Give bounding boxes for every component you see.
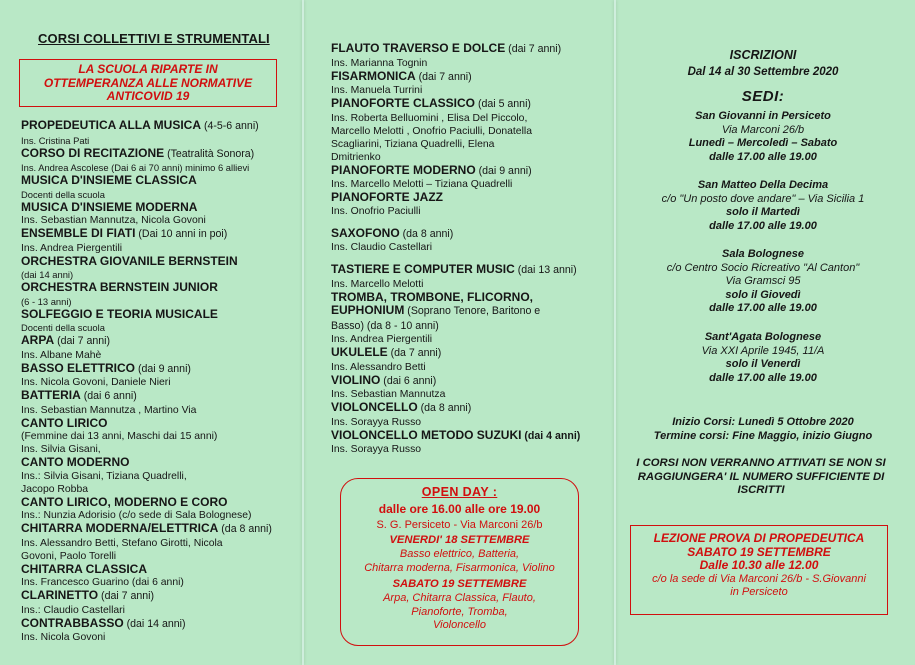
course-name: ARPA <box>21 333 55 347</box>
course-name: TROMBA, TROMBONE, FLICORNO, EUPHONIUM <box>331 289 533 317</box>
site-name: San Giovanni in Persiceto <box>695 110 831 122</box>
course-heading <box>21 417 301 431</box>
course-teacher: Ins.: Silvia Gisani, Tiziana Quadrelli, Jacopo Robba <box>21 470 187 495</box>
site-hours: dalle 17.00 alle 19.00 <box>709 219 817 232</box>
course-teacher: Docenti della scuola <box>21 188 105 200</box>
site-block <box>617 248 909 316</box>
course-name: FISARMONICA <box>331 68 416 83</box>
course-teacher: (6 - 13 anni) <box>21 295 72 307</box>
course-teacher: Ins. Sebastian Mannutza <box>331 389 446 400</box>
course-heading <box>21 496 301 510</box>
course-heading <box>331 291 611 334</box>
course-heading <box>21 147 301 162</box>
courses-title: CORSI COLLETTIVI E STRUMENTALI <box>38 31 270 46</box>
course-age: (dai 9 anni) <box>135 362 191 375</box>
course-teacher: Ins. Sorayya Russo <box>331 444 422 455</box>
open-day-place: S. G. Persiceto - Via Marconi 26/b <box>376 519 543 531</box>
open-day-title: OPEN DAY : <box>421 485 498 499</box>
course-teacher: Ins. Francesco Guarino (dai 6 anni) <box>21 577 184 588</box>
course-heading <box>21 174 301 188</box>
course-name: CORSO DI RECITAZIONE <box>21 145 165 160</box>
course-age: (dai 5 anni) <box>475 98 531 110</box>
course-teacher: Ins. Manuela Turrini <box>331 85 423 96</box>
iscrizioni-dates: Dal 14 al 30 Settembre 2020 <box>687 66 839 78</box>
iscrizioni-title: ISCRIZIONI <box>729 48 797 62</box>
site-name: San Matteo Della Decima <box>697 179 829 191</box>
course-heading <box>21 255 301 269</box>
course-heading <box>331 42 611 57</box>
course-name: PIANOFORTE JAZZ <box>331 190 444 204</box>
course-heading <box>21 227 301 242</box>
course-age: (da 7 anni) <box>387 347 442 359</box>
trial-lesson-time: Dalle 10.30 alle 12.00 <box>699 558 819 572</box>
site-name: Sala Bolognese <box>722 248 804 260</box>
course-start: Inizio Corsi: Lunedì 5 Ottobre 2020 <box>672 416 854 428</box>
course-age: (4-5-6 anni) <box>201 120 259 132</box>
site-hours: dalle 17.00 alle 19.00 <box>709 302 817 314</box>
fold-line <box>614 0 616 665</box>
site-hours: dalle 17.00 alle 19.00 <box>709 150 817 163</box>
open-day-hours: dalle ore 16.00 alle ore 19.00 <box>378 502 541 516</box>
course-teacher: Ins. Sorayya Russo <box>331 416 422 428</box>
open-day-box <box>340 478 579 646</box>
trial-lesson-box <box>630 525 888 615</box>
course-teacher: Ins. Alessandro Betti <box>331 361 426 373</box>
course-age: (dai 13 anni) <box>514 264 577 276</box>
course-teacher: Ins. Roberta Belluomini , Elisa Del Piccolo, Marcello Melotti , Onofrio Paciulli, Donatella Scagliarini, Tiziana Quadrelli, Elena Dmitrienko <box>331 112 532 163</box>
course-heading <box>331 263 611 278</box>
course-heading <box>331 70 611 85</box>
course-teacher: Ins. Nicola Govoni <box>21 632 106 643</box>
fold-line <box>302 0 304 665</box>
course-name: CHITARRA CLASSICA <box>21 561 147 576</box>
course-name: SAXOFONO <box>331 225 400 240</box>
course-name: CANTO MODERNO <box>21 455 130 469</box>
course-age: (dai 6 anni) <box>380 374 437 387</box>
course-age: (dai 14 anni) <box>123 617 186 630</box>
course-name: CANTO LIRICO <box>21 415 108 430</box>
course-age: (Teatralità Sonora) <box>164 147 255 160</box>
course-name: ENSEMBLE DI FIATI <box>21 226 136 240</box>
trial-lesson-place: c/o la sede di Via Marconi 26/b - S.Giovanni in Persiceto <box>652 572 866 598</box>
course-heading <box>331 191 611 205</box>
open-day-instruments-1: Basso elettrico, Batteria, Chitarra moderna, Fisarmonica, Violino <box>364 548 555 574</box>
course-name: CANTO LIRICO, MODERNO E CORO <box>21 494 228 509</box>
open-day-date-2: SABATO 19 SETTEMBRE <box>392 578 527 591</box>
course-name: VIOLONCELLO <box>331 400 418 414</box>
course-list-middle <box>331 42 611 456</box>
course-teacher: Ins. Onofrio Paciulli <box>331 205 421 217</box>
course-age: (da 8 anni) <box>218 523 272 535</box>
site-address: Via XXI Aprile 1945, 11/A <box>701 344 825 357</box>
course-teacher: Ins. Claudio Castellari <box>331 242 433 253</box>
course-teacher: Docenti della scuola <box>21 322 105 333</box>
open-day-date-1: VENERDI' 18 SETTEMBRE <box>389 534 530 546</box>
course-name: VIOLONCELLO METODO SUZUKI <box>331 427 522 442</box>
notice-line: ANTICOVID 19 <box>106 89 190 103</box>
course-name: PIANOFORTE CLASSICO <box>331 96 476 110</box>
course-teacher: Ins. Marianna Tognin <box>331 57 428 69</box>
covid-notice <box>19 59 277 107</box>
course-heading <box>331 164 611 179</box>
site-name: Sant'Agata Bolognese <box>704 331 822 343</box>
course-teacher: Ins. Andrea Piergentili <box>331 334 433 345</box>
course-name: PIANOFORTE MODERNO <box>331 162 476 177</box>
course-name: PROPEDEUTICA ALLA MUSICA <box>21 118 201 132</box>
course-teacher: Ins.: Claudio Castellari <box>21 604 125 616</box>
site-days: solo il Martedì <box>726 206 800 218</box>
course-name: ORCHESTRA GIOVANILE BERNSTEIN <box>21 253 238 268</box>
course-teacher: Ins. Marcello Melotti <box>331 278 424 290</box>
course-heading <box>331 401 611 416</box>
trial-lesson-date: SABATO 19 SETTEMBRE <box>687 544 831 559</box>
course-name: MUSICA D'INSIEME CLASSICA <box>21 173 197 187</box>
course-name: BASSO ELETTRICO <box>21 360 136 375</box>
course-name: CLARINETTO <box>21 588 99 602</box>
site-address: c/o Centro Socio Ricreativo "Al Canton" Via Gramsci 95 <box>666 261 860 287</box>
course-age: (dai 7 anni) <box>98 590 155 602</box>
notice-line: LA SCUOLA RIPARTE IN <box>78 62 218 76</box>
course-name: UKULELE <box>331 345 388 359</box>
course-name: ORCHESTRA BERNSTEIN JUNIOR <box>21 280 218 294</box>
course-teacher: Ins. Albane Mahè <box>21 349 102 361</box>
site-address: Via Marconi 26/b <box>721 123 805 136</box>
course-teacher: Ins. Sebastian Mannutza , Martino Via <box>21 404 197 416</box>
open-day-instruments-2: Arpa, Chitarra Classica, Flauto, Pianoforte, Tromba, Violoncello <box>383 592 536 632</box>
course-end: Termine corsi: Fine Maggio, inizio Giugno <box>653 429 873 442</box>
course-heading <box>331 346 611 361</box>
course-teacher: Ins. Alessandro Betti, Stefano Girotti, Nicola Govoni, Paolo Torelli <box>21 537 223 562</box>
course-age: (Soprano Tenore, Baritono e Basso) (da 8 - 10 anni) <box>331 305 541 332</box>
site-block <box>617 110 909 164</box>
course-heading <box>21 617 301 632</box>
course-heading <box>331 97 611 112</box>
course-age: (da 8 anni) <box>399 227 454 240</box>
sedi-title: SEDI: <box>741 88 785 105</box>
course-name: VIOLINO <box>331 372 381 387</box>
course-teacher: Ins. Sebastian Mannutza, Nicola Govoni <box>21 215 206 226</box>
course-heading <box>21 119 301 134</box>
activation-warning: I CORSI NON VERRANNO ATTIVATI SE NON SI RAGGIUNGERA' IL NUMERO SUFFICIENTE DI ISCRITTI <box>636 457 886 496</box>
course-teacher: (dai 14 anni) <box>21 269 74 280</box>
course-heading <box>21 522 301 537</box>
course-age: (dai 4 anni) <box>521 429 581 442</box>
course-dates <box>617 416 909 443</box>
course-name: MUSICA D'INSIEME MODERNA <box>21 199 198 214</box>
course-name: BATTERIA <box>21 388 81 402</box>
site-hours: dalle 17.00 alle 19.00 <box>709 371 817 384</box>
course-heading <box>21 281 301 295</box>
site-days: solo il Venerdì <box>725 358 801 370</box>
site-days: solo il Giovedì <box>725 288 801 301</box>
course-name: CHITARRA MODERNA/ELETTRICA <box>21 521 219 535</box>
course-name: SOLFEGGIO E TEORIA MUSICALE <box>21 306 218 321</box>
course-list-left <box>21 119 301 644</box>
course-teacher: (Femmine dai 13 anni, Maschi dai 15 anni) Ins. Silvia Gisani, <box>21 431 218 455</box>
course-heading <box>21 201 301 215</box>
course-heading <box>331 227 611 242</box>
course-teacher: Ins. Cristina Pati <box>21 134 90 146</box>
course-age: (Dai 10 anni in poi) <box>135 228 228 240</box>
course-heading <box>331 429 611 444</box>
course-teacher: Ins. Andrea Piergentili <box>21 242 123 254</box>
course-age: (dai 6 anni) <box>80 390 137 402</box>
course-teacher: Ins. Nicola Govoni, Daniele Nieri <box>21 377 171 388</box>
site-address: c/o "Un posto dove andare" – Via Sicilia 1 <box>661 192 865 205</box>
course-heading <box>21 589 301 604</box>
course-age: (dai 7 anni) <box>54 335 111 347</box>
course-name: FLAUTO TRAVERSO E DOLCE <box>331 41 506 55</box>
course-age: (dai 9 anni) <box>475 164 532 177</box>
course-heading <box>21 389 301 404</box>
course-name: CONTRABBASSO <box>21 615 124 630</box>
course-age: (dai 7 anni) <box>415 70 472 83</box>
trial-lesson-title: LEZIONE PROVA DI PROPEDEUTICA <box>653 531 865 545</box>
course-age: (dai 7 anni) <box>505 43 562 55</box>
course-age: (da 8 anni) <box>417 402 472 414</box>
site-block <box>617 179 909 233</box>
course-heading <box>21 456 301 470</box>
notice-line: OTTEMPERANZA ALLE NORMATIVE <box>43 75 253 90</box>
course-teacher: Ins. Marcello Melotti – Tiziana Quadrelli <box>331 179 513 190</box>
site-days: Lunedì – Mercoledì – Sabato <box>688 137 838 149</box>
site-block <box>617 331 909 385</box>
course-teacher: Ins. Andrea Ascolese (Dai 6 ai 70 anni) minimo 6 allievi <box>21 162 250 173</box>
course-heading <box>331 374 611 389</box>
course-teacher: Ins.: Nunzia Adorisio (c/o sede di Sala Bolognese) <box>21 510 252 521</box>
course-heading <box>21 334 301 349</box>
course-heading <box>21 563 301 577</box>
course-heading <box>21 362 301 377</box>
course-name: TASTIERE E COMPUTER MUSIC <box>331 262 515 276</box>
course-heading <box>21 308 301 322</box>
